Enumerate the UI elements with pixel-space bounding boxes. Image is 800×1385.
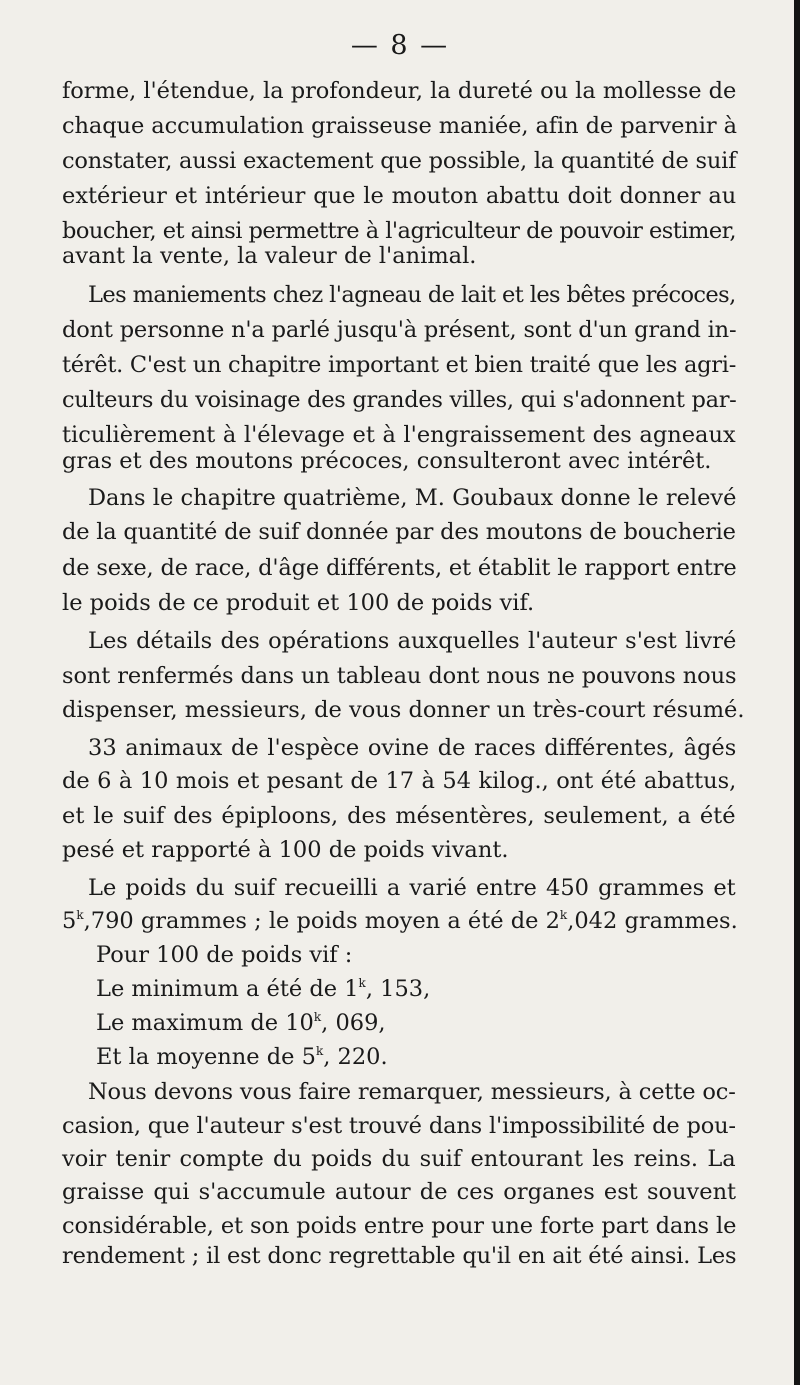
text-line: le poids de ce produit et 100 de poids vif.	[62, 590, 535, 616]
text-line: constater, aussi exactement que possible, la quantité de suif	[62, 148, 737, 174]
text-line: forme, l'étendue, la profondeur, la dureté ou la mollesse de	[62, 78, 737, 104]
text-line: avant la vente, la valeur de l'animal.	[62, 243, 477, 269]
text-line: sont renfermés dans un tableau dont nous ne pouvons nous	[62, 663, 737, 689]
text-line: considérable, et son poids entre pour une forte part dans le	[62, 1213, 737, 1239]
text-line: Les détails des opérations auxquelles l'auteur s'est livré	[88, 628, 737, 654]
text-fragment: Le maximum de	[96, 1010, 279, 1036]
text-line: extérieur et intérieur que le mouton abattu doit donner au	[62, 183, 737, 209]
text-line	[62, 906, 738, 936]
text-line: Les maniements chez l'agneau de lait et les bêtes précoces,	[88, 282, 736, 308]
max-weight-whole: 5	[62, 908, 77, 934]
text-line	[96, 1008, 386, 1038]
kilo-superscript: k	[76, 908, 84, 922]
text-line: rendement ; il est donc regrettable qu'il en ait été ainsi. Les	[62, 1243, 737, 1269]
text-line: graisse qui s'accumule autour de ces organes est souvent	[62, 1179, 737, 1205]
pct-max-fraction: , 069,	[321, 1010, 386, 1036]
text-line: boucher, et ainsi permettre à l'agriculteur de pouvoir estimer,	[62, 218, 736, 244]
text-line: ticulièrement à l'élevage et à l'engraissement des agneaux	[62, 422, 736, 448]
text-fragment: Le minimum a été de	[96, 976, 338, 1002]
mean-weight-fraction: ,042	[567, 908, 618, 934]
text-line: Nous devons vous faire remarquer, messieurs, à cette oc-	[88, 1079, 736, 1105]
text-line	[96, 1042, 388, 1072]
kilo-superscript: k	[313, 1010, 322, 1024]
text-fragment: grammes ; le poids moyen a été de	[140, 908, 539, 934]
pct-min-whole: 1	[344, 976, 359, 1002]
text-line: dispenser, messieurs, de vous donner un très-court résumé.	[62, 697, 745, 723]
mean-weight-unit: grammes.	[624, 908, 738, 934]
pct-mean-whole: 5	[301, 1044, 316, 1070]
text-line: dont personne n'a parlé jusqu'à présent, sont d'un grand in-	[62, 317, 737, 343]
text-line: 33 animaux de l'espèce ovine de races différentes, âgés	[88, 735, 737, 761]
mean-weight-whole: 2	[545, 908, 560, 934]
pct-min-fraction: , 153,	[365, 976, 431, 1002]
text-line: voir tenir compte du poids du suif entourant les reins. La	[62, 1146, 736, 1172]
text-line: Pour 100 de poids vif :	[96, 942, 353, 968]
text-line: Dans le chapitre quatrième, M. Goubaux donne le relevé	[88, 485, 737, 511]
kilo-superscript: k	[358, 976, 366, 990]
text-line: et le suif des épiploons, des mésentères, seulement, a été	[62, 803, 736, 829]
pct-mean-fraction: , 220.	[323, 1044, 388, 1070]
text-line: térêt. C'est un chapitre important et bien traité que les agri-	[62, 352, 737, 378]
text-line: gras et des moutons précoces, consulteront avec intérêt.	[62, 448, 712, 474]
text-line: de la quantité de suif donnée par des moutons de boucherie	[62, 519, 736, 545]
max-weight-fraction: ,790	[83, 908, 134, 934]
text-line: de sexe, de race, d'âge différents, et établit le rapport entre	[62, 555, 737, 581]
page-number: — 8 —	[350, 30, 450, 61]
pct-max-whole: 10	[285, 1010, 314, 1036]
text-line: Le poids du suif recueilli a varié entre 450 grammes et	[88, 875, 736, 901]
text-line: de 6 à 10 mois et pesant de 17 à 54 kilog., ont été abattus,	[62, 768, 737, 794]
text-line: casion, que l'auteur s'est trouvé dans l'impossibilité de pou-	[62, 1113, 736, 1139]
text-line: pesé et rapporté à 100 de poids vivant.	[62, 837, 509, 863]
kilo-superscript: k	[315, 1044, 324, 1058]
text-line: chaque accumulation graisseuse maniée, afin de parvenir à	[62, 113, 737, 139]
kilo-superscript: k	[559, 908, 568, 922]
text-line	[96, 974, 430, 1004]
text-line: culteurs du voisinage des grandes villes, qui s'adonnent par-	[62, 387, 737, 413]
text-fragment: Et la moyenne de	[96, 1044, 295, 1070]
